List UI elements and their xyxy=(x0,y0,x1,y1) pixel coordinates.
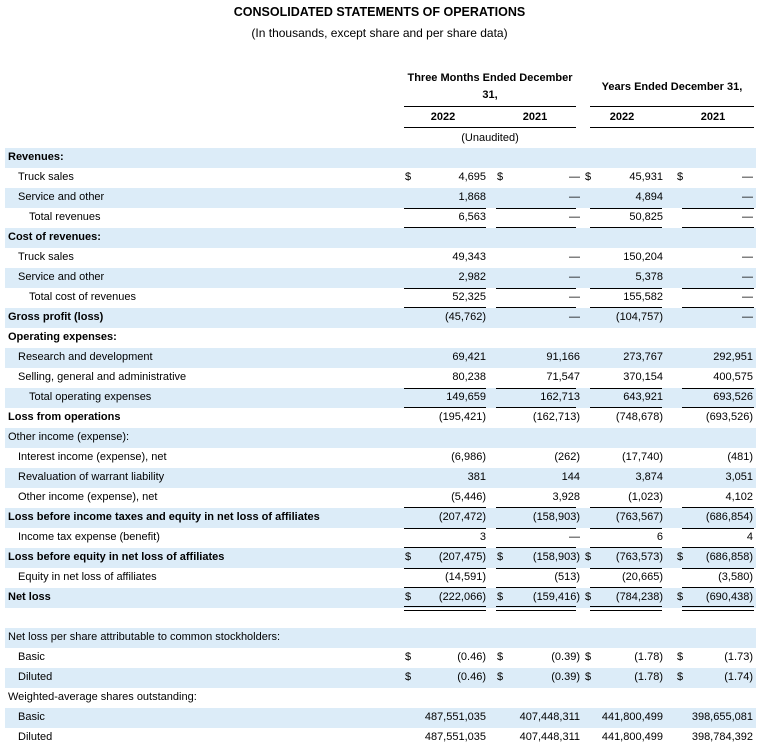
currency-symbol: $ xyxy=(677,591,684,603)
cell-value: 91,166 xyxy=(546,351,580,363)
table-row xyxy=(5,368,756,388)
cell-value: (14,591) xyxy=(445,571,486,583)
table-row xyxy=(5,328,756,348)
currency-symbol: $ xyxy=(585,671,592,683)
sum-rule xyxy=(590,208,662,209)
table-row xyxy=(5,228,756,248)
table-row xyxy=(5,268,756,288)
col-year-4: 2021 xyxy=(700,111,726,123)
cell-value: (207,472) xyxy=(438,511,486,523)
sum-rule xyxy=(496,528,576,529)
table-row xyxy=(5,488,756,508)
row-label: Interest income (expense), net xyxy=(18,451,167,463)
sum-rule xyxy=(404,388,486,389)
cell-value: 49,343 xyxy=(452,251,486,263)
cell-value: 5,378 xyxy=(635,271,663,283)
table-row xyxy=(5,568,756,588)
currency-symbol: $ xyxy=(497,651,504,663)
year-rule-years xyxy=(590,127,754,128)
cell-value: — xyxy=(569,291,580,303)
row-label: Diluted xyxy=(18,671,53,683)
table-row xyxy=(5,468,756,488)
cell-value: (1.78) xyxy=(634,671,663,683)
cell-value: 52,325 xyxy=(452,291,486,303)
cell-value: 3,874 xyxy=(635,471,663,483)
cell-value: — xyxy=(569,531,580,543)
currency-symbol: $ xyxy=(497,171,504,183)
currency-symbol: $ xyxy=(585,551,592,563)
table-row xyxy=(5,168,756,188)
cell-value: 407,448,311 xyxy=(519,711,580,723)
cell-value: (686,854) xyxy=(705,511,753,523)
table-row xyxy=(5,548,756,568)
table-row xyxy=(5,648,756,668)
row-label: Loss from operations xyxy=(8,411,121,423)
cell-value: (1.73) xyxy=(724,651,753,663)
cell-value: 398,784,392 xyxy=(691,731,753,743)
statement-subtitle: (In thousands, except share and per share data) xyxy=(251,26,508,40)
table-row xyxy=(5,208,756,228)
table-row xyxy=(5,148,756,168)
cell-value: — xyxy=(742,251,753,263)
cell-value: (693,526) xyxy=(705,411,753,423)
cell-value: 2,982 xyxy=(458,271,486,283)
cell-value: 441,800,499 xyxy=(601,731,663,743)
row-label: Diluted xyxy=(18,731,53,743)
cell-value: (0.46) xyxy=(457,651,486,663)
col-year-2: 2021 xyxy=(522,111,548,123)
currency-symbol: $ xyxy=(497,551,504,563)
sum-rule xyxy=(404,568,486,569)
row-label: Truck sales xyxy=(18,171,74,183)
currency-symbol: $ xyxy=(405,651,412,663)
cell-value: 3,928 xyxy=(552,491,580,503)
row-label: Basic xyxy=(18,651,45,663)
cell-value: (1.78) xyxy=(634,651,663,663)
currency-symbol: $ xyxy=(585,171,592,183)
cell-value: (6,986) xyxy=(451,451,486,463)
cell-value: 150,204 xyxy=(623,251,663,263)
cell-value: — xyxy=(742,271,753,283)
row-label: Net loss xyxy=(8,591,51,603)
header-years: Years Ended December 31, xyxy=(601,81,743,93)
row-label: Basic xyxy=(18,711,45,723)
cell-value: — xyxy=(742,191,753,203)
cell-value: 50,825 xyxy=(629,211,663,223)
cell-value: (513) xyxy=(554,571,580,583)
cell-value: — xyxy=(569,211,580,223)
cell-value: (763,567) xyxy=(615,511,663,523)
sum-rule xyxy=(590,388,662,389)
cell-value: 144 xyxy=(561,471,580,483)
cell-value: 69,421 xyxy=(452,351,486,363)
sum-rule xyxy=(496,288,576,289)
row-label: Revenues: xyxy=(8,151,64,163)
sum-rule xyxy=(404,208,486,209)
cell-value: (1.74) xyxy=(724,671,753,683)
sum-rule xyxy=(682,528,754,529)
cell-value: (45,762) xyxy=(445,311,486,323)
cell-value: (0.46) xyxy=(457,671,486,683)
cell-value: 80,238 xyxy=(452,371,486,383)
table-row xyxy=(5,628,756,648)
cell-value: 398,655,081 xyxy=(691,711,753,723)
cell-value: — xyxy=(569,271,580,283)
cell-value: 149,659 xyxy=(446,391,486,403)
sum-rule xyxy=(496,388,576,389)
sum-rule xyxy=(590,568,662,569)
cell-value: 162,713 xyxy=(540,391,580,403)
row-label: Net loss per share attributable to common stockholders: xyxy=(8,631,281,643)
cell-value: — xyxy=(569,171,580,183)
table-row xyxy=(5,528,756,548)
cell-value: (763,573) xyxy=(615,551,663,563)
cell-value: (0.39) xyxy=(551,651,580,663)
table-row xyxy=(5,188,756,208)
cell-value: 370,154 xyxy=(623,371,663,383)
cell-value: (3,580) xyxy=(718,571,753,583)
cell-value: 407,448,311 xyxy=(519,731,580,743)
row-label: Loss before income taxes and equity in net loss of affiliates xyxy=(8,511,320,523)
row-label: Operating expenses: xyxy=(8,331,117,343)
cell-value: 4 xyxy=(746,531,753,543)
year-rule-three-months xyxy=(404,127,576,128)
cell-value: (5,446) xyxy=(451,491,486,503)
cell-value: (17,740) xyxy=(622,451,663,463)
row-label: Service and other xyxy=(18,191,105,203)
currency-symbol: $ xyxy=(405,591,412,603)
row-label: Gross profit (loss) xyxy=(8,311,104,323)
cell-value: (262) xyxy=(554,451,580,463)
currency-symbol: $ xyxy=(497,671,504,683)
cell-value: (158,903) xyxy=(532,551,580,563)
cell-value: (20,665) xyxy=(622,571,663,583)
row-label: Total operating expenses xyxy=(29,391,152,403)
currency-symbol: $ xyxy=(677,171,684,183)
table-row xyxy=(5,688,756,708)
cell-value: 693,526 xyxy=(713,391,753,403)
cell-value: 4,102 xyxy=(725,491,753,503)
row-label: Loss before equity in net loss of affiliates xyxy=(8,551,225,563)
cell-value: (222,066) xyxy=(438,591,486,603)
cell-value: 400,575 xyxy=(713,371,753,383)
cell-value: 381 xyxy=(467,471,486,483)
currency-symbol: $ xyxy=(677,551,684,563)
cell-value: (686,858) xyxy=(705,551,753,563)
cell-value: 71,547 xyxy=(546,371,580,383)
currency-symbol: $ xyxy=(585,591,592,603)
unaudited-label: (Unaudited) xyxy=(461,132,519,144)
cell-value: (1,023) xyxy=(628,491,663,503)
cell-value: (784,238) xyxy=(615,591,663,603)
cell-value: 441,800,499 xyxy=(601,711,663,723)
table-row xyxy=(5,608,756,628)
row-label: Cost of revenues: xyxy=(8,231,101,243)
currency-symbol: $ xyxy=(585,651,592,663)
sum-rule xyxy=(404,288,486,289)
cell-value: 4,894 xyxy=(635,191,663,203)
cell-value: — xyxy=(569,191,580,203)
currency-symbol: $ xyxy=(405,171,412,183)
table-row xyxy=(5,428,756,448)
table-row xyxy=(5,288,756,308)
cell-value: 273,767 xyxy=(623,351,663,363)
table-row xyxy=(5,728,756,748)
cell-value: 155,582 xyxy=(623,291,663,303)
cell-value: — xyxy=(742,211,753,223)
header-rule-years xyxy=(590,106,754,107)
table-row xyxy=(5,408,756,428)
table-row xyxy=(5,508,756,528)
cell-value: (0.39) xyxy=(551,671,580,683)
row-label: Equity in net loss of affiliates xyxy=(18,571,157,583)
cell-value: 643,921 xyxy=(623,391,663,403)
table-row xyxy=(5,248,756,268)
row-label: Other income (expense), net xyxy=(18,491,158,503)
cell-value: 6,563 xyxy=(458,211,486,223)
cell-value: — xyxy=(742,171,753,183)
table-row xyxy=(5,348,756,368)
table-row xyxy=(5,308,756,328)
cell-value: (159,416) xyxy=(532,591,580,603)
row-label: Service and other xyxy=(18,271,105,283)
sum-rule xyxy=(590,528,662,529)
statement-title: CONSOLIDATED STATEMENTS OF OPERATIONS xyxy=(233,5,526,19)
cell-value: (690,438) xyxy=(705,591,753,603)
cell-value: (104,757) xyxy=(615,311,663,323)
cell-value: — xyxy=(742,291,753,303)
row-label: Other income (expense): xyxy=(8,431,130,443)
sum-rule xyxy=(496,208,576,209)
sum-rule xyxy=(404,528,486,529)
cell-value: 4,695 xyxy=(458,171,486,183)
currency-symbol: $ xyxy=(405,671,412,683)
cell-value: — xyxy=(742,311,753,323)
cell-value: 45,931 xyxy=(629,171,663,183)
cell-value: 3 xyxy=(479,531,486,543)
row-label: Weighted-average shares outstanding: xyxy=(8,691,197,703)
table-row xyxy=(5,668,756,688)
currency-symbol: $ xyxy=(405,551,412,563)
cell-value: 487,551,035 xyxy=(424,731,486,743)
header-rule-three-months xyxy=(404,106,576,107)
table-row xyxy=(5,708,756,728)
cell-value: (207,475) xyxy=(438,551,486,563)
sum-rule xyxy=(496,568,576,569)
cell-value: 292,951 xyxy=(713,351,753,363)
table-row xyxy=(5,448,756,468)
cell-value: 3,051 xyxy=(725,471,753,483)
col-year-1: 2022 xyxy=(430,111,456,123)
row-label: Revaluation of warrant liability xyxy=(18,471,165,483)
row-label: Selling, general and administrative xyxy=(18,371,187,383)
table-row xyxy=(5,388,756,408)
cell-value: — xyxy=(569,251,580,263)
row-label: Total revenues xyxy=(29,211,101,223)
currency-symbol: $ xyxy=(497,591,504,603)
sum-rule xyxy=(590,288,662,289)
cell-value: (481) xyxy=(727,451,753,463)
header-three-months: Three Months Ended December 31, xyxy=(407,72,573,101)
row-label: Income tax expense (benefit) xyxy=(18,531,160,543)
col-year-3: 2022 xyxy=(609,111,635,123)
sum-rule xyxy=(682,208,754,209)
sum-rule xyxy=(682,568,754,569)
cell-value: 1,868 xyxy=(458,191,486,203)
sum-rule xyxy=(682,388,754,389)
cell-value: (158,903) xyxy=(532,511,580,523)
cell-value: (162,713) xyxy=(532,411,580,423)
row-label: Research and development xyxy=(18,351,153,363)
currency-symbol: $ xyxy=(677,671,684,683)
row-label: Total cost of revenues xyxy=(29,291,137,303)
currency-symbol: $ xyxy=(677,651,684,663)
cell-value: — xyxy=(569,311,580,323)
sum-rule xyxy=(682,288,754,289)
cell-value: 6 xyxy=(656,531,663,543)
cell-value: 487,551,035 xyxy=(424,711,486,723)
cell-value: (748,678) xyxy=(615,411,663,423)
cell-value: (195,421) xyxy=(438,411,486,423)
table-row xyxy=(5,588,756,608)
row-label: Truck sales xyxy=(18,251,74,263)
